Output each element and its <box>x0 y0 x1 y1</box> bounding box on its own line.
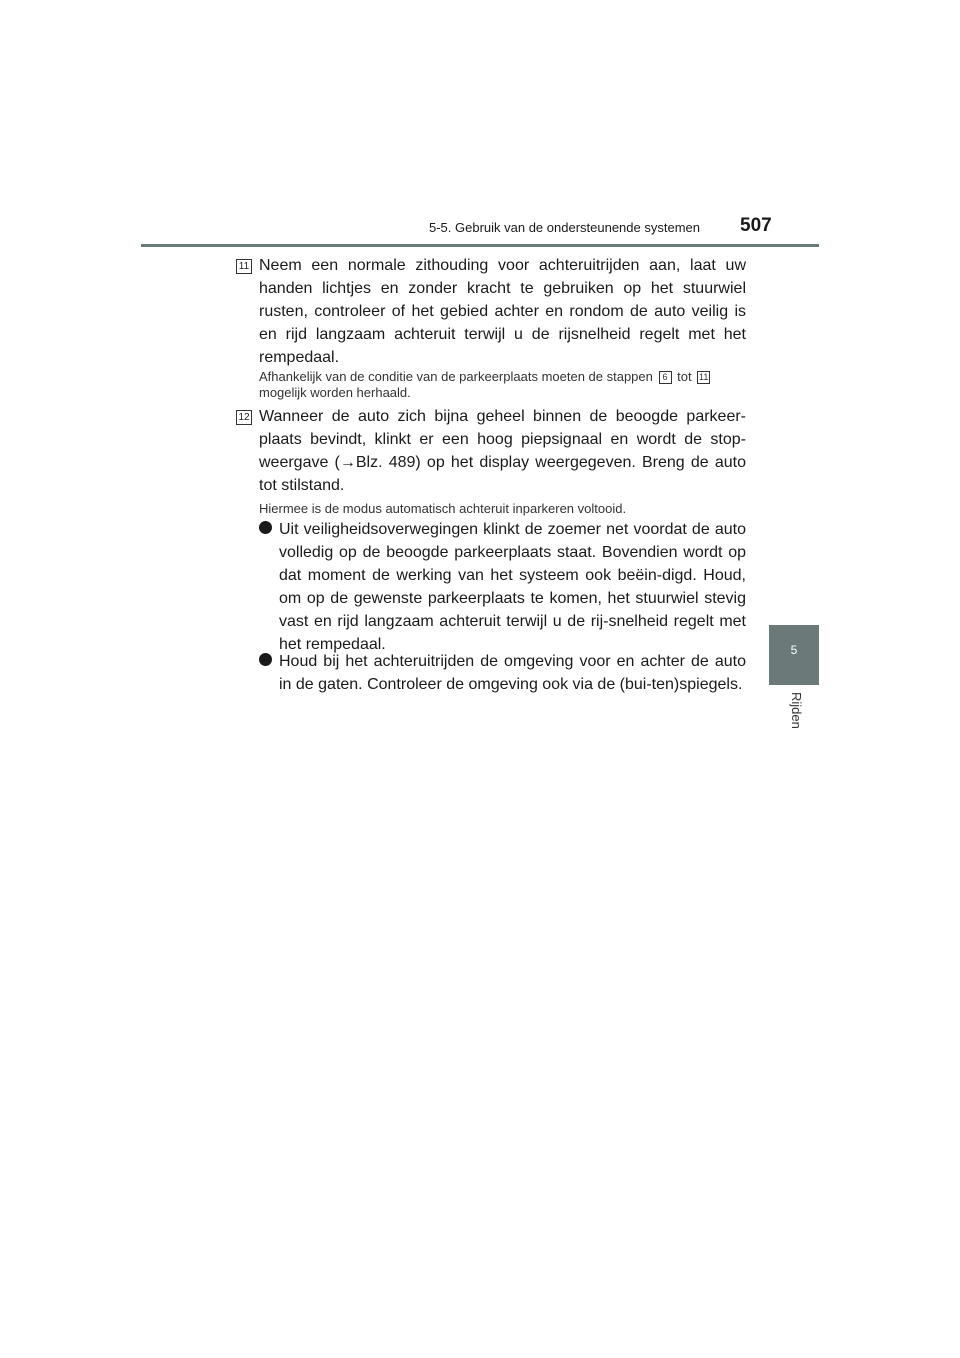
bullet-dot-icon <box>259 653 272 666</box>
step-ref-badge-from: 6 <box>659 371 672 384</box>
step-ref-badge-to: 11 <box>699 372 709 382</box>
bullet-item <box>259 518 746 656</box>
header-divider <box>141 244 819 247</box>
step-text: Neem een normale zithouding voor achteruitrijden aan, laat uw handen lichtjes en zonder kracht te gebruiken op het stuurwiel rusten, controleer of het gebied achter en rondom de auto veilig is en rijd langzaam achteruit terwijl u de rijsnelheid regelt met het rempedaal. <box>259 257 746 366</box>
step-number-badge: 11 <box>236 259 252 274</box>
bullet-text: Houd bij het achteruitrijden de omgeving voor en achter de auto in de gaten. Controleer de omgeving ook via de (bui-ten)spiegels. <box>279 653 746 693</box>
chapter-label: Rijden <box>789 692 804 729</box>
step-text: Wanneer de auto zich bijna geheel binnen de beoogde parkeer-plaats bevindt, klinkt er een hoog piepsignaal en wordt de stop-weergave (→Blz. 489) op het display weergegeven. Breng de auto tot stilstand. <box>259 408 746 494</box>
chapter-number: 5 <box>790 643 798 657</box>
step-12 <box>236 405 746 497</box>
repeat-note-part3: mogelijk worden herhaald. <box>259 385 411 400</box>
repeat-note-part1: Afhankelijk van de conditie van de parkeerplaats moeten de stappen <box>259 369 653 384</box>
repeat-note-part2: tot <box>677 369 692 384</box>
bullet-text: Uit veiligheidsoverwegingen klinkt de zoemer net voordat de auto volledig op de beoogde parkeerplaats staat. Bovendien wordt op dat moment de werking van het systeem ook beëin-digd. Houd, om op de gewenste parkeerplaats te komen, het stuurwiel stevig vast en rijd langzaam achteruit terwijl u de rij-snelheid regelt met het rempedaal. <box>279 521 746 653</box>
section-title: 5-5. Gebruik van de ondersteunende systemen <box>428 220 700 235</box>
bullet-dot-icon <box>259 521 272 534</box>
completion-note: Hiermee is de modus automatisch achteruit inparkeren voltooid. <box>259 501 627 516</box>
step-11 <box>236 254 746 369</box>
chapter-tab <box>769 625 819 685</box>
repeat-note <box>259 369 746 401</box>
step-number-badge: 12 <box>236 410 252 425</box>
page-number: 507 <box>740 215 772 236</box>
bullet-item <box>259 650 746 696</box>
